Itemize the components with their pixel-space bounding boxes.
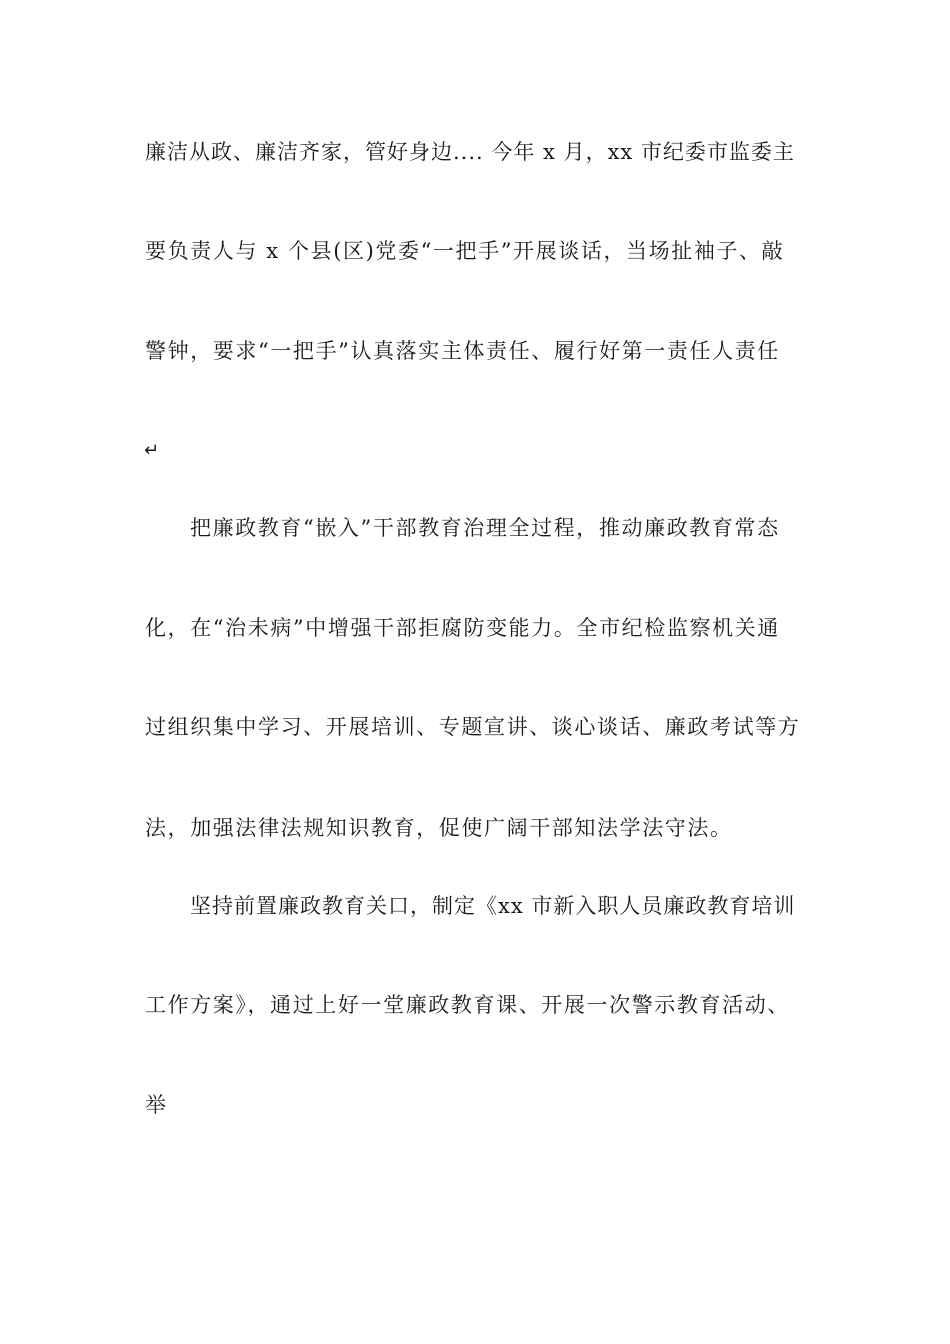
text-line-4: 把廉政教育“嵌入”干部教育治理全过程，推动廉政教育常态 <box>190 516 780 540</box>
text-line-9: 工作方案》，通过上好一堂廉政教育课、开展一次警示教育活动、 <box>145 993 790 1017</box>
text-line-5: 化，在“治未病”中增强干部拒腐防变能力。全市纪检监察机关通 <box>145 616 780 640</box>
text-line-2: 要负责人与 x 个县(区)党委“一把手”开展谈话，当场扯袖子、敲 <box>145 239 785 263</box>
text-line-8: 坚持前置廉政教育关口，制定《xx 市新入职人员廉政教育培训 <box>190 894 796 918</box>
text-line-6: 过组织集中学习、开展培训、专题宣讲、谈心谈话、廉政考试等方 <box>145 715 801 739</box>
paragraph-mark-icon: ↵ <box>144 440 160 461</box>
text-line-10: 举 <box>145 1093 168 1117</box>
text-line-3: 警钟，要求“一把手”认真落实主体责任、履行好第一责任人责任 <box>145 339 780 363</box>
text-line-7: 法，加强法律法规知识教育，促使广阔干部知法学法守法。 <box>145 816 733 840</box>
text-line-1: 廉洁从政、廉洁齐家，管好身边.... 今年 x 月，xx 市纪委市监委主 <box>145 140 795 164</box>
